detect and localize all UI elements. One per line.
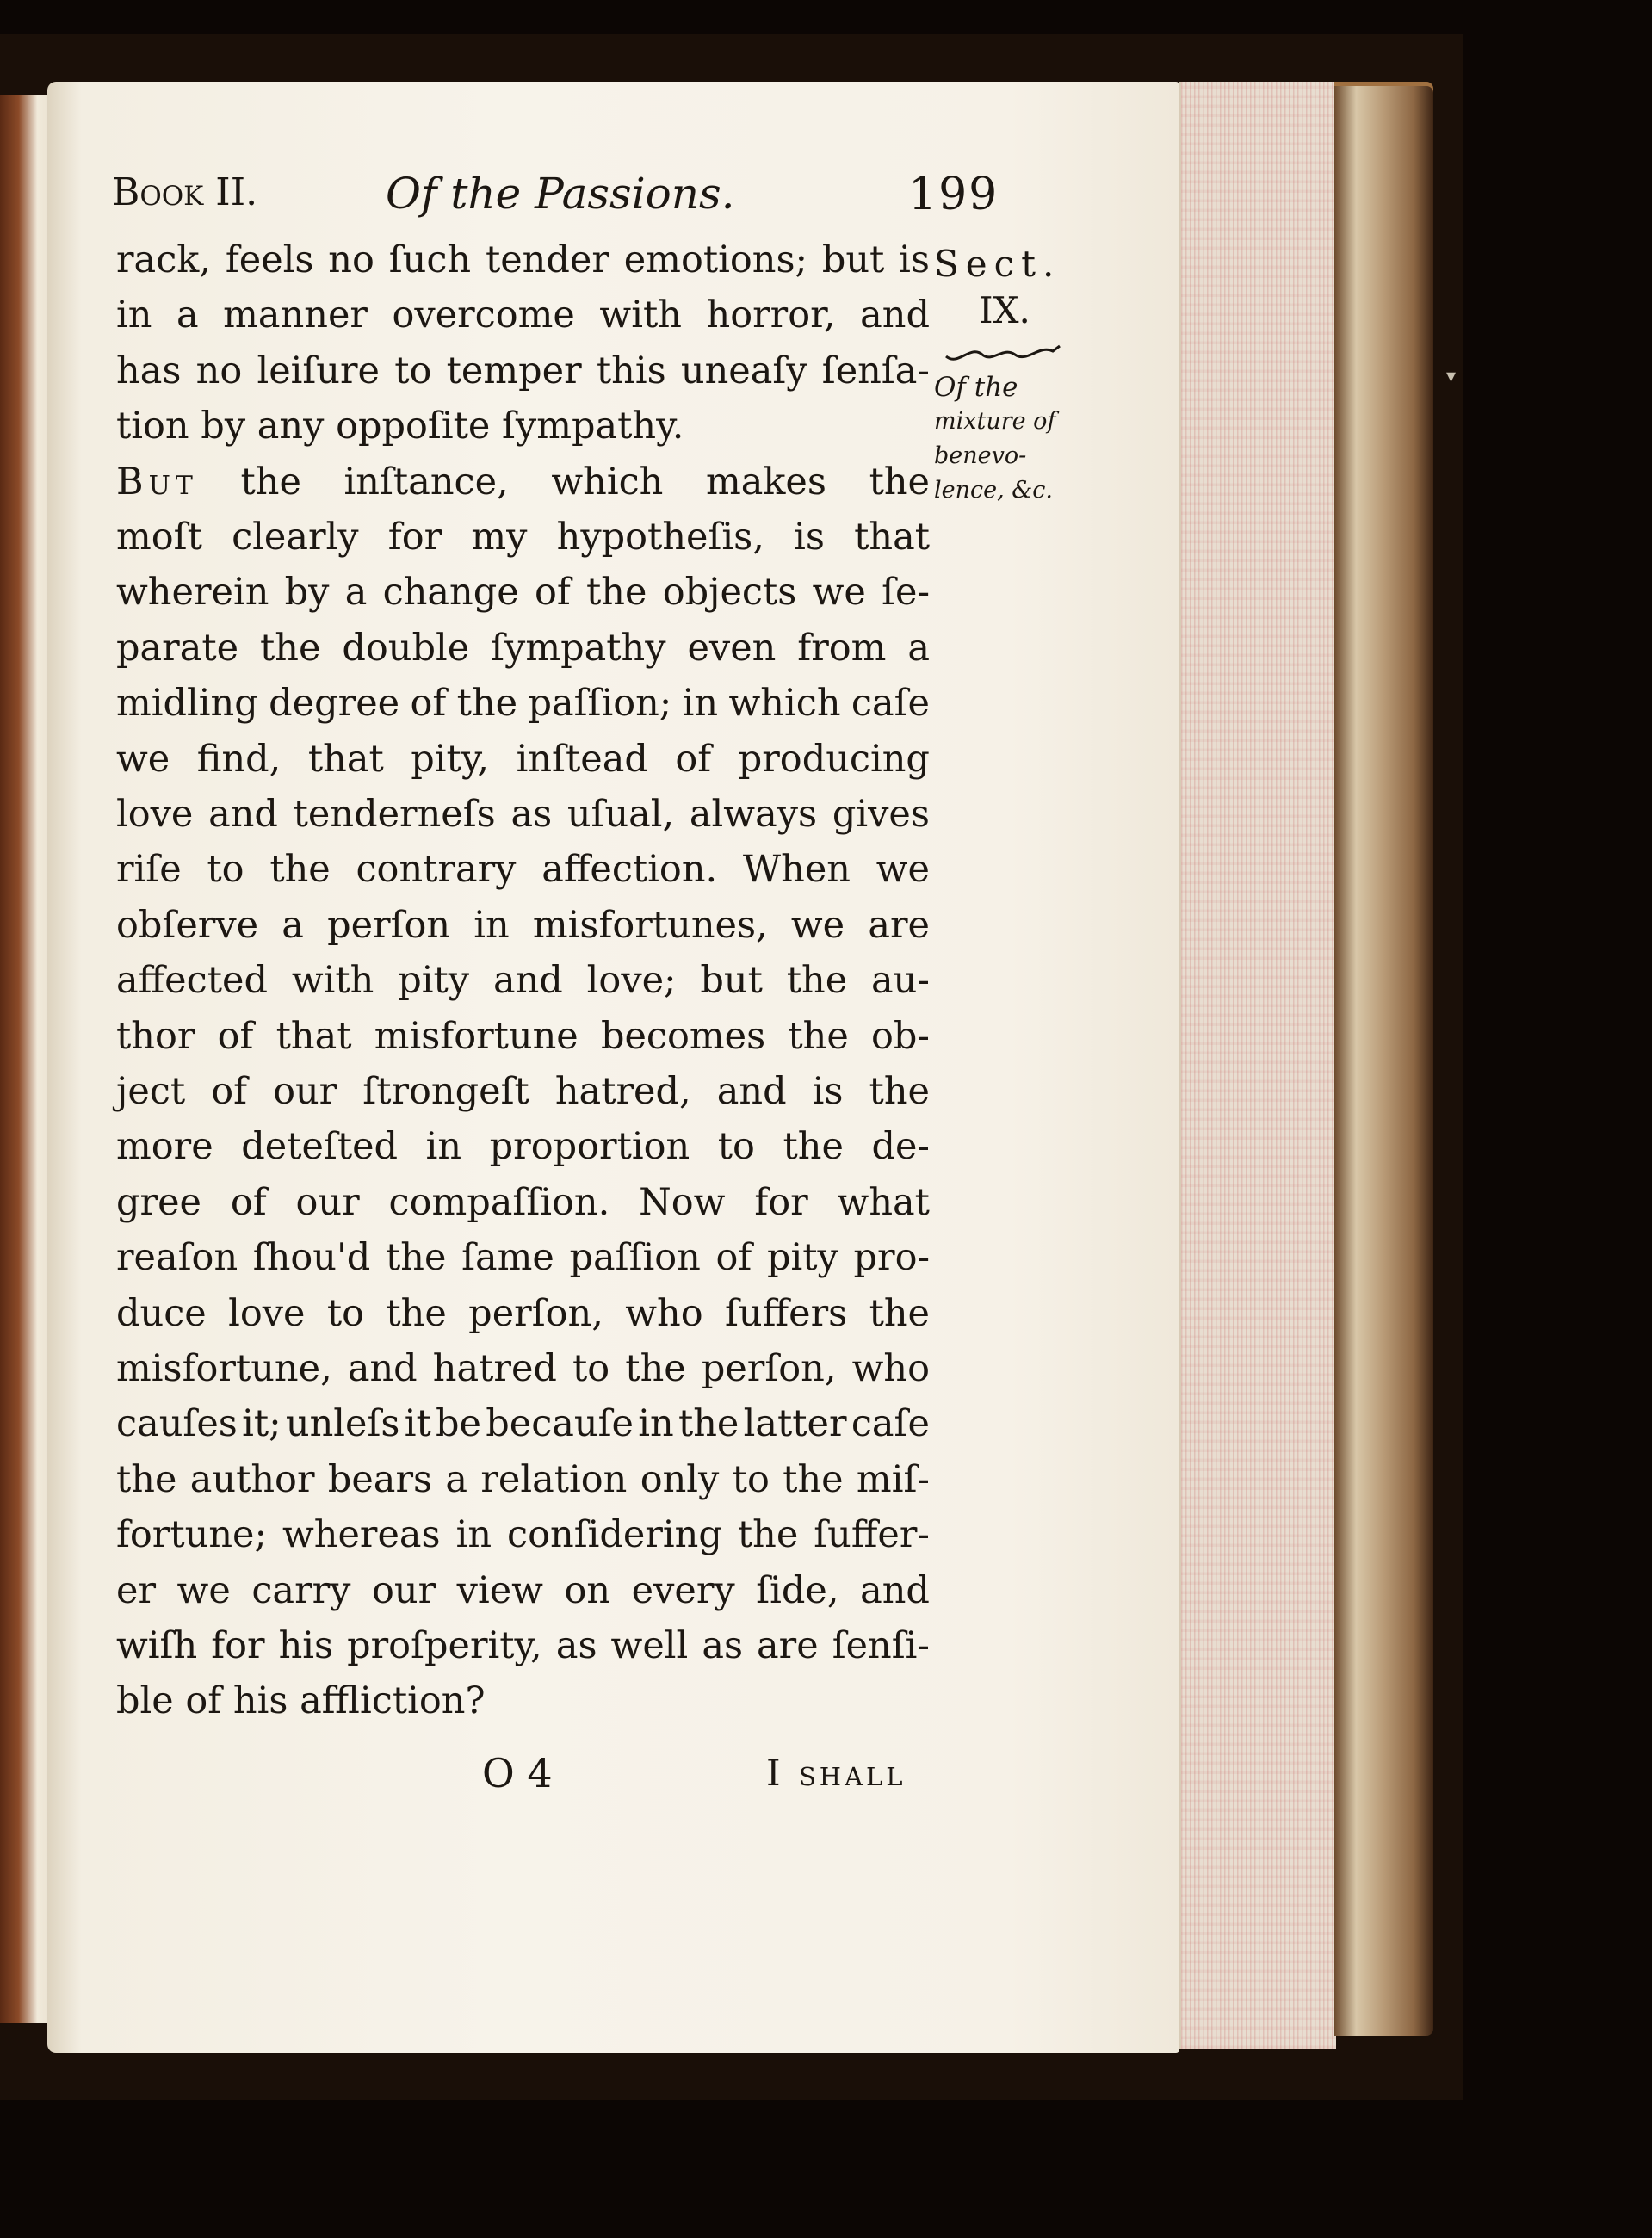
word: well xyxy=(610,1624,689,1667)
section-label: Sect. xyxy=(934,243,1061,285)
word: inſtead xyxy=(516,737,648,781)
word: whereas xyxy=(282,1513,441,1557)
page-number: 199 xyxy=(908,169,999,220)
text-line xyxy=(116,1343,930,1394)
word: paſſion; xyxy=(528,682,672,726)
word: of xyxy=(675,737,712,781)
word: in xyxy=(682,682,719,726)
word: unleſs xyxy=(285,1402,400,1446)
word: the xyxy=(586,571,647,615)
text-line xyxy=(116,456,930,508)
word: and xyxy=(716,1070,787,1113)
word: ob- xyxy=(870,1014,930,1058)
word: what xyxy=(837,1180,930,1224)
word: misfortunes, xyxy=(532,903,768,947)
word: makes xyxy=(705,460,826,504)
text-line xyxy=(116,400,930,452)
word: my xyxy=(471,516,528,559)
word-space xyxy=(324,400,336,452)
word: cauſes xyxy=(116,1402,238,1446)
word: misfortune xyxy=(374,1014,579,1058)
text-line xyxy=(116,1454,930,1505)
word-space xyxy=(189,400,201,452)
word: but xyxy=(700,959,763,1003)
word: we xyxy=(790,903,845,947)
word: But xyxy=(116,460,198,504)
word: his xyxy=(232,1679,288,1723)
word: as xyxy=(510,793,553,836)
flourish-ornament-icon xyxy=(943,337,1063,367)
word: for xyxy=(387,516,442,559)
word: the xyxy=(783,1125,844,1169)
word: we xyxy=(116,737,170,781)
text-line xyxy=(116,1675,930,1727)
word: objects xyxy=(662,571,797,615)
word: a xyxy=(176,294,199,337)
word: the xyxy=(678,1402,739,1446)
word: ject xyxy=(116,1070,186,1113)
word: and xyxy=(492,959,563,1003)
word: emotions; xyxy=(623,238,807,281)
text-line xyxy=(116,234,930,286)
word: even xyxy=(687,626,777,670)
text-line xyxy=(116,677,930,729)
word: we xyxy=(875,848,930,892)
word: ſuch xyxy=(388,238,472,281)
word: wiſh xyxy=(116,1624,198,1667)
word: affection. xyxy=(541,848,718,892)
word: the xyxy=(869,460,930,504)
text-line xyxy=(116,788,930,840)
word: the xyxy=(737,1513,799,1557)
margin-note xyxy=(934,370,1089,508)
word: of xyxy=(185,1679,222,1723)
word: to xyxy=(732,1457,770,1501)
word: moſt xyxy=(116,516,202,559)
word: the xyxy=(269,848,331,892)
word: relation xyxy=(480,1457,628,1501)
word: be xyxy=(436,1402,481,1446)
word: in xyxy=(425,1125,462,1169)
word: er xyxy=(116,1568,157,1612)
word: perſon, xyxy=(701,1347,837,1390)
word: is xyxy=(794,516,825,559)
text-line xyxy=(116,511,930,563)
pointer-mark-icon: ▾ xyxy=(1446,366,1457,387)
word-space xyxy=(245,400,257,452)
word: view xyxy=(456,1568,543,1612)
word: every xyxy=(631,1568,735,1612)
word: contrary xyxy=(356,848,517,892)
word: wherein xyxy=(116,571,269,615)
text-line xyxy=(116,1509,930,1561)
word: is xyxy=(812,1070,844,1113)
word: clearly xyxy=(232,516,359,559)
word: perſon xyxy=(327,903,451,947)
word: from xyxy=(797,626,887,670)
word: degree xyxy=(269,682,400,726)
word: with xyxy=(291,959,374,1003)
page-edges xyxy=(1179,82,1336,2049)
word: carry xyxy=(251,1568,351,1612)
running-head-book: Book II. xyxy=(112,170,258,214)
word: any xyxy=(257,405,325,448)
word: tender xyxy=(485,238,609,281)
word: midling xyxy=(116,682,258,726)
word: caſe xyxy=(851,1402,930,1446)
word: the xyxy=(456,682,518,726)
word: are xyxy=(757,1624,819,1667)
text-line xyxy=(116,345,930,397)
word: parate xyxy=(116,626,239,670)
text-line xyxy=(116,1232,930,1283)
word: ſympathy xyxy=(491,626,666,670)
margin-note-line: benevo- xyxy=(934,442,1027,469)
text-line xyxy=(116,900,930,951)
word: it xyxy=(404,1402,431,1446)
word: our xyxy=(372,1568,436,1612)
word: of xyxy=(410,682,447,726)
word: double xyxy=(342,626,470,670)
word: that xyxy=(275,1014,352,1058)
word: pro- xyxy=(853,1236,930,1280)
word: conſidering xyxy=(507,1513,722,1557)
word: love xyxy=(228,1291,306,1335)
word: au- xyxy=(871,959,930,1003)
word: horror, xyxy=(706,294,836,337)
word: author xyxy=(189,1457,315,1501)
word: love xyxy=(116,793,194,836)
word: the xyxy=(386,1291,447,1335)
word: affliction? xyxy=(300,1679,486,1723)
text-line xyxy=(116,1177,930,1228)
word: pity xyxy=(398,959,470,1003)
word: of xyxy=(211,1070,248,1113)
word: change xyxy=(382,571,519,615)
word: on xyxy=(564,1568,611,1612)
word: the xyxy=(869,1070,930,1113)
word: no xyxy=(328,238,374,281)
word: rack, xyxy=(116,238,211,281)
word: has xyxy=(116,349,182,393)
word: ſtrongeſt xyxy=(362,1070,529,1113)
word: proſperity, xyxy=(347,1624,542,1667)
word: de- xyxy=(871,1125,930,1169)
word: that xyxy=(854,516,930,559)
word: and xyxy=(860,294,930,337)
word: the xyxy=(786,959,848,1003)
word: thor xyxy=(116,1014,195,1058)
word: more xyxy=(116,1125,213,1169)
word: tenderneſs xyxy=(293,793,496,836)
word: a xyxy=(907,626,930,670)
word: but xyxy=(821,238,885,281)
word-space xyxy=(174,1675,186,1727)
signature-mark: O 4 xyxy=(482,1750,553,1796)
word: uneaſy xyxy=(680,349,807,393)
margin-note-line: lence, &c. xyxy=(934,477,1054,504)
word: in xyxy=(116,294,152,337)
word: obſerve xyxy=(116,903,259,947)
word: as xyxy=(702,1624,744,1667)
word: riſe xyxy=(116,848,182,892)
word: in xyxy=(455,1513,492,1557)
word: gives xyxy=(832,793,930,836)
word: ſide, xyxy=(756,1568,839,1612)
word: miſ- xyxy=(856,1457,930,1501)
text-line xyxy=(116,955,930,1006)
word: hypotheſis, xyxy=(556,516,764,559)
word: to xyxy=(326,1291,365,1335)
word: for xyxy=(754,1180,808,1224)
text-line xyxy=(116,622,930,674)
word: our xyxy=(273,1070,337,1113)
word: feels xyxy=(225,238,314,281)
word: we xyxy=(812,571,866,615)
running-head-title: Of the Passions. xyxy=(386,169,735,219)
word: that xyxy=(307,737,384,781)
word: duce xyxy=(116,1291,207,1335)
word: inſtance, xyxy=(343,460,509,504)
text-line xyxy=(116,1620,930,1672)
text-line xyxy=(116,1011,930,1062)
word: a xyxy=(344,571,368,615)
word: and xyxy=(860,1568,930,1612)
word: a xyxy=(282,903,304,947)
word: always xyxy=(689,793,818,836)
word: deteſted xyxy=(241,1125,399,1169)
word: reaſon xyxy=(116,1236,238,1280)
word: misfortune, xyxy=(116,1347,332,1390)
word: uſual, xyxy=(566,793,675,836)
word: overcome xyxy=(392,294,575,337)
word-space xyxy=(221,1675,233,1727)
word: ſhou'd xyxy=(252,1236,371,1280)
word: temper xyxy=(446,349,582,393)
text-line xyxy=(116,566,930,618)
word: love; xyxy=(586,959,677,1003)
word: tion xyxy=(116,405,189,448)
word: gree xyxy=(116,1180,201,1224)
text-line xyxy=(116,1398,930,1450)
text-line xyxy=(116,1288,930,1339)
word: who xyxy=(851,1347,930,1390)
word: to xyxy=(717,1125,755,1169)
section-number: IX. xyxy=(979,289,1030,331)
word: as xyxy=(555,1624,597,1667)
word: becomes xyxy=(600,1014,766,1058)
text-line xyxy=(116,289,930,341)
word: the xyxy=(783,1457,844,1501)
word: our xyxy=(295,1180,360,1224)
word: of xyxy=(715,1236,752,1280)
word: hatred xyxy=(432,1347,557,1390)
text-line xyxy=(116,1066,930,1117)
word: find, xyxy=(196,737,282,781)
text-line xyxy=(116,733,930,785)
word: hatred, xyxy=(554,1070,691,1113)
word: ſuffer- xyxy=(814,1513,930,1557)
text-line xyxy=(116,1565,930,1617)
word: in xyxy=(638,1402,674,1446)
word: caſe xyxy=(851,682,930,726)
word: bears xyxy=(327,1457,433,1501)
word: ſenſa- xyxy=(821,349,930,393)
word: the xyxy=(116,1457,177,1501)
word: which xyxy=(551,460,664,504)
word: proportion xyxy=(489,1125,690,1169)
word: pity xyxy=(766,1236,838,1280)
word: we xyxy=(176,1568,231,1612)
word: by xyxy=(201,405,246,448)
word: the xyxy=(260,626,321,670)
word: the xyxy=(240,460,301,504)
word: ſuffers xyxy=(724,1291,848,1335)
catchword: I shall xyxy=(766,1752,906,1794)
word: which xyxy=(728,682,841,726)
word: of xyxy=(230,1180,267,1224)
word: ſenſi- xyxy=(832,1624,930,1667)
word: this xyxy=(596,349,666,393)
margin-note-line: mixture of xyxy=(934,408,1056,435)
margin-note-line: Of the xyxy=(934,372,1018,403)
book-cover-edge xyxy=(1334,86,1433,2036)
word: only xyxy=(640,1457,720,1501)
word: producing xyxy=(738,737,930,781)
word: compaſſion. xyxy=(388,1180,610,1224)
word: with xyxy=(599,294,682,337)
word: ble xyxy=(116,1679,174,1723)
word: becauſe xyxy=(486,1402,634,1446)
word: affected xyxy=(116,959,268,1003)
word: manner xyxy=(223,294,368,337)
word: and xyxy=(208,793,278,836)
word-space xyxy=(288,1675,300,1727)
word-space xyxy=(490,400,502,452)
word: latter xyxy=(743,1402,847,1446)
word: the xyxy=(788,1014,849,1058)
text-line xyxy=(116,1121,930,1172)
word: When xyxy=(742,848,851,892)
word: Now xyxy=(639,1180,726,1224)
word: ſe- xyxy=(882,571,930,615)
word: by xyxy=(284,571,330,615)
word: of xyxy=(217,1014,254,1058)
word: and xyxy=(347,1347,418,1390)
word: perſon, xyxy=(468,1291,603,1335)
text-line xyxy=(116,844,930,895)
word: to xyxy=(572,1347,610,1390)
word: fortune; xyxy=(116,1513,267,1557)
word: who xyxy=(625,1291,703,1335)
word: his xyxy=(278,1624,334,1667)
word: a xyxy=(445,1457,468,1501)
word: pity, xyxy=(411,737,490,781)
word: no xyxy=(195,349,243,393)
word: to xyxy=(207,848,244,892)
word: the xyxy=(869,1291,930,1335)
word: it; xyxy=(242,1402,282,1446)
word: ſame xyxy=(461,1236,554,1280)
word: in xyxy=(473,903,510,947)
word: is xyxy=(899,238,930,281)
word: oppoſite xyxy=(336,405,491,448)
word: ſympathy. xyxy=(502,405,684,448)
word: are xyxy=(868,903,930,947)
word: the xyxy=(386,1236,447,1280)
word: to xyxy=(394,349,432,393)
word: of xyxy=(534,571,571,615)
word: for xyxy=(211,1624,265,1667)
word: paſſion xyxy=(569,1236,701,1280)
word: the xyxy=(625,1347,686,1390)
word: leiſure xyxy=(257,349,381,393)
